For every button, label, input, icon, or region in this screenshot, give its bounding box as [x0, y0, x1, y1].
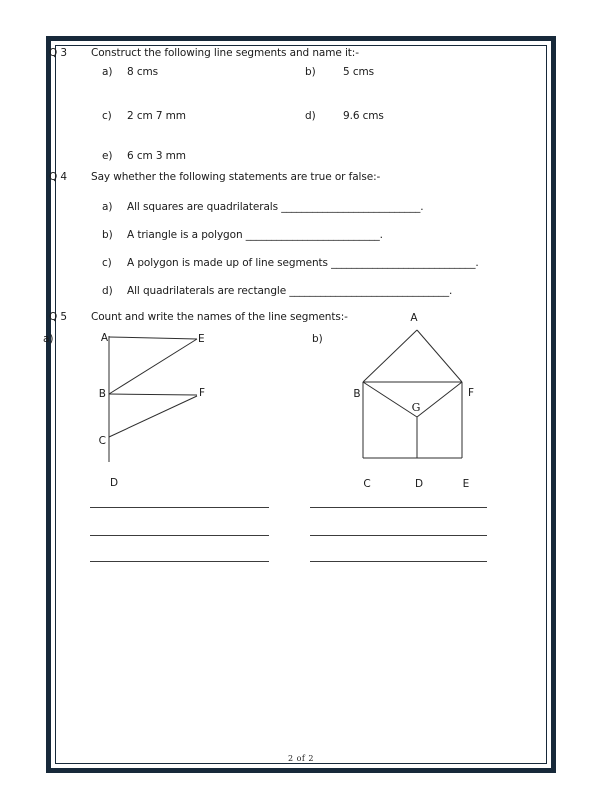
answer-line	[310, 507, 487, 508]
answer-line	[310, 535, 487, 536]
q3-title: Construct the following line segments and name it:-	[91, 47, 359, 59]
item-letter: d)	[305, 110, 316, 122]
statement-text: A polygon is made up of line segments ____________________________.	[127, 257, 479, 269]
q4-header	[0, 171, 600, 185]
point-label-C: C	[363, 478, 371, 490]
figure-a-line-segments	[90, 328, 215, 493]
footer-page-number: 2 of 2	[287, 754, 315, 763]
figure-b-house	[350, 308, 480, 492]
q4-title: Say whether the following statements are true or false:-	[91, 171, 381, 183]
segment-CF	[109, 396, 197, 437]
point-label-D: D	[109, 477, 119, 489]
statement-text: All quadrilaterals are rectangle _______________________________.	[127, 285, 453, 297]
point-label-D: D	[414, 478, 424, 490]
segment-BF	[109, 394, 197, 395]
point-label-E: E	[462, 478, 470, 490]
segment-BG	[363, 382, 417, 417]
point-label-A: A	[410, 312, 418, 324]
point-label-G: G	[411, 401, 421, 414]
q4-statement-b	[0, 229, 600, 243]
item-letter: e)	[102, 150, 113, 162]
statement-text: A triangle is a polygon __________________________.	[127, 229, 383, 241]
item-letter: c)	[102, 257, 112, 269]
q3-row-1	[0, 66, 600, 80]
q5-number: Q 5	[49, 311, 67, 323]
point-label-F: F	[467, 387, 475, 399]
item-value: 9.6 cms	[343, 110, 384, 122]
item-value: 8 cms	[127, 66, 158, 78]
item-value: 5 cms	[343, 66, 374, 78]
segment-BA	[363, 330, 417, 382]
q3-row-3	[0, 150, 600, 164]
q4-statement-c	[0, 257, 600, 271]
segment-BE	[109, 339, 197, 394]
q5-header	[0, 311, 600, 325]
point-label-A: A	[100, 332, 108, 344]
segment-AE	[109, 337, 197, 339]
item-letter: c)	[102, 110, 112, 122]
q3-row-2	[0, 110, 600, 124]
point-label-C: C	[98, 435, 106, 447]
segment-AF	[417, 330, 462, 382]
point-label-E: E	[198, 333, 205, 345]
point-label-F: F	[199, 387, 206, 399]
answer-line	[90, 561, 269, 562]
statement-text: All squares are quadrilaterals ___________________________.	[127, 201, 424, 213]
q4-statement-d	[0, 285, 600, 299]
item-value: 2 cm 7 mm	[127, 110, 186, 122]
item-letter: b)	[305, 66, 316, 78]
q4-number: Q 4	[49, 171, 67, 183]
q3-header	[0, 47, 600, 61]
segment-FG	[417, 382, 462, 417]
q3-number: Q 3	[49, 47, 67, 59]
answer-line	[90, 507, 269, 508]
point-label-B: B	[98, 388, 106, 400]
item-letter: b)	[102, 229, 113, 241]
item-value: 6 cm 3 mm	[127, 150, 186, 162]
q5-title: Count and write the names of the line segments:-	[91, 311, 348, 323]
answer-line	[90, 535, 269, 536]
item-letter: d)	[102, 285, 113, 297]
point-label-B: B	[353, 388, 361, 400]
item-letter: a)	[102, 66, 113, 78]
figure-a-letter: a)	[43, 333, 54, 345]
figure-b-letter: b)	[312, 333, 323, 345]
item-letter: a)	[102, 201, 113, 213]
q4-statement-a	[0, 201, 600, 215]
answer-line	[310, 561, 487, 562]
